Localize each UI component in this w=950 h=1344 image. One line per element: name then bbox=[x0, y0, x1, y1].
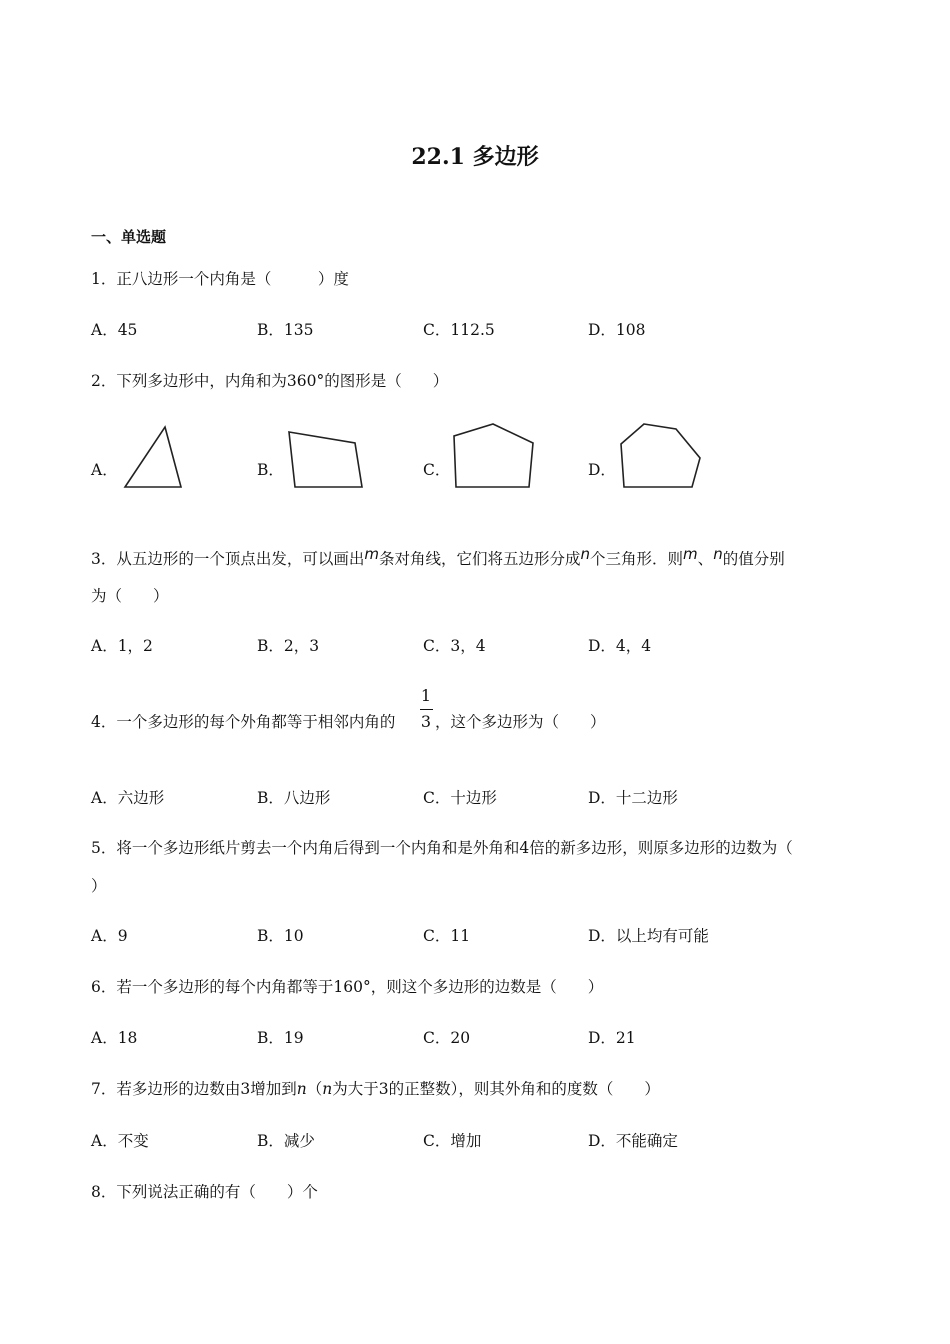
question-3-option-b[interactable]: B．2，3 bbox=[257, 637, 320, 655]
math-var-n: n bbox=[580, 545, 591, 563]
question-3-stem bbox=[91, 545, 785, 569]
hexagon-icon bbox=[615, 418, 707, 492]
question-6-option-a[interactable]: A．18 bbox=[91, 1029, 138, 1047]
question-7-option-a[interactable]: A．不变 bbox=[91, 1132, 149, 1150]
question-8-stem: 8．下列说法正确的有（ ）个 bbox=[91, 1183, 318, 1201]
stem-text: 个三角形．则 bbox=[590, 550, 684, 568]
question-2-option-c[interactable]: C． bbox=[423, 461, 451, 479]
triangle-icon bbox=[120, 420, 190, 492]
question-4-option-a[interactable]: A．六边形 bbox=[91, 789, 165, 807]
question-4-option-c[interactable]: C．十边形 bbox=[423, 789, 497, 807]
question-5-option-d[interactable]: D．以上均有可能 bbox=[588, 927, 709, 945]
fraction-denominator: 3 bbox=[420, 712, 432, 731]
stem-text: 3．从五边形的一个顶点出发，可以画出 bbox=[91, 550, 365, 568]
question-3-option-c[interactable]: C．3，4 bbox=[423, 637, 486, 655]
stem-text: 条对角线，它们将五边形分成 bbox=[379, 550, 581, 568]
question-1-option-a[interactable]: A．45 bbox=[91, 321, 138, 339]
question-4-stem: 4．一个多边形的每个外角都等于相邻内角的 bbox=[91, 713, 396, 731]
question-1-option-d[interactable]: D．108 bbox=[588, 321, 646, 339]
math-var-n: n bbox=[322, 1080, 333, 1098]
question-3-option-a[interactable]: A．1，2 bbox=[91, 637, 153, 655]
question-7-option-d[interactable]: D．不能确定 bbox=[588, 1132, 678, 1150]
section-heading: 一、单选题 bbox=[91, 228, 167, 246]
question-5-stem: 5．将一个多边形纸片剪去一个内角后得到一个内角和是外角和4倍的新多边形，则原多边形的边数为（ bbox=[91, 839, 793, 857]
question-6-stem: 6．若一个多边形的每个内角都等于160°，则这个多边形的边数是（ ） bbox=[91, 978, 604, 996]
question-3-stem-line2: 为（ ） bbox=[91, 587, 169, 605]
question-4-option-b[interactable]: B．八边形 bbox=[257, 789, 331, 807]
stem-text: 、 bbox=[697, 550, 714, 568]
question-5-stem-line2: ） bbox=[91, 877, 107, 895]
question-7-option-c[interactable]: C．增加 bbox=[423, 1132, 482, 1150]
question-2-option-b[interactable]: B． bbox=[257, 461, 284, 479]
question-2-stem: 2．下列多边形中，内角和为360°的图形是（ ） bbox=[91, 372, 449, 390]
question-6-option-b[interactable]: B．19 bbox=[257, 1029, 304, 1047]
math-var-m: m bbox=[364, 545, 379, 563]
stem-text: 的值分别 bbox=[722, 550, 785, 568]
stem-text: 7．若多边形的边数由3增加到 bbox=[91, 1080, 297, 1098]
math-var-n: n bbox=[296, 1080, 307, 1098]
fraction-bar bbox=[420, 709, 433, 710]
question-5-option-a[interactable]: A．9 bbox=[91, 927, 128, 945]
question-2-option-d[interactable]: D． bbox=[588, 461, 616, 479]
question-4-stem-after: ，这个多边形为（ ） bbox=[435, 713, 606, 731]
math-var-m: m bbox=[683, 545, 698, 563]
stem-text: （ bbox=[306, 1080, 323, 1098]
question-6-option-d[interactable]: D．21 bbox=[588, 1029, 636, 1047]
question-4-option-d[interactable]: D．十二边形 bbox=[588, 789, 678, 807]
fraction-numerator: 1 bbox=[420, 686, 432, 705]
question-2-option-a[interactable]: A． bbox=[91, 461, 118, 479]
question-7-option-b[interactable]: B．减少 bbox=[257, 1132, 315, 1150]
question-1-stem: 1．正八边形一个内角是（ ）度 bbox=[91, 270, 349, 288]
math-var-n: n bbox=[713, 545, 723, 563]
quadrilateral-icon bbox=[285, 425, 370, 493]
question-1-option-b[interactable]: B．135 bbox=[257, 321, 314, 339]
question-6-option-c[interactable]: C．20 bbox=[423, 1029, 471, 1047]
question-5-option-b[interactable]: B．10 bbox=[257, 927, 304, 945]
stem-text: 为大于3的正整数），则其外角和的度数（ ） bbox=[332, 1080, 660, 1098]
pentagon-icon bbox=[450, 418, 540, 492]
question-5-option-c[interactable]: C．11 bbox=[423, 927, 471, 945]
question-3-option-d[interactable]: D．4，4 bbox=[588, 637, 652, 655]
page-title: 22.1 多边形 bbox=[411, 144, 539, 170]
question-1-option-c[interactable]: C．112.5 bbox=[423, 321, 495, 339]
question-7-stem bbox=[91, 1079, 660, 1099]
